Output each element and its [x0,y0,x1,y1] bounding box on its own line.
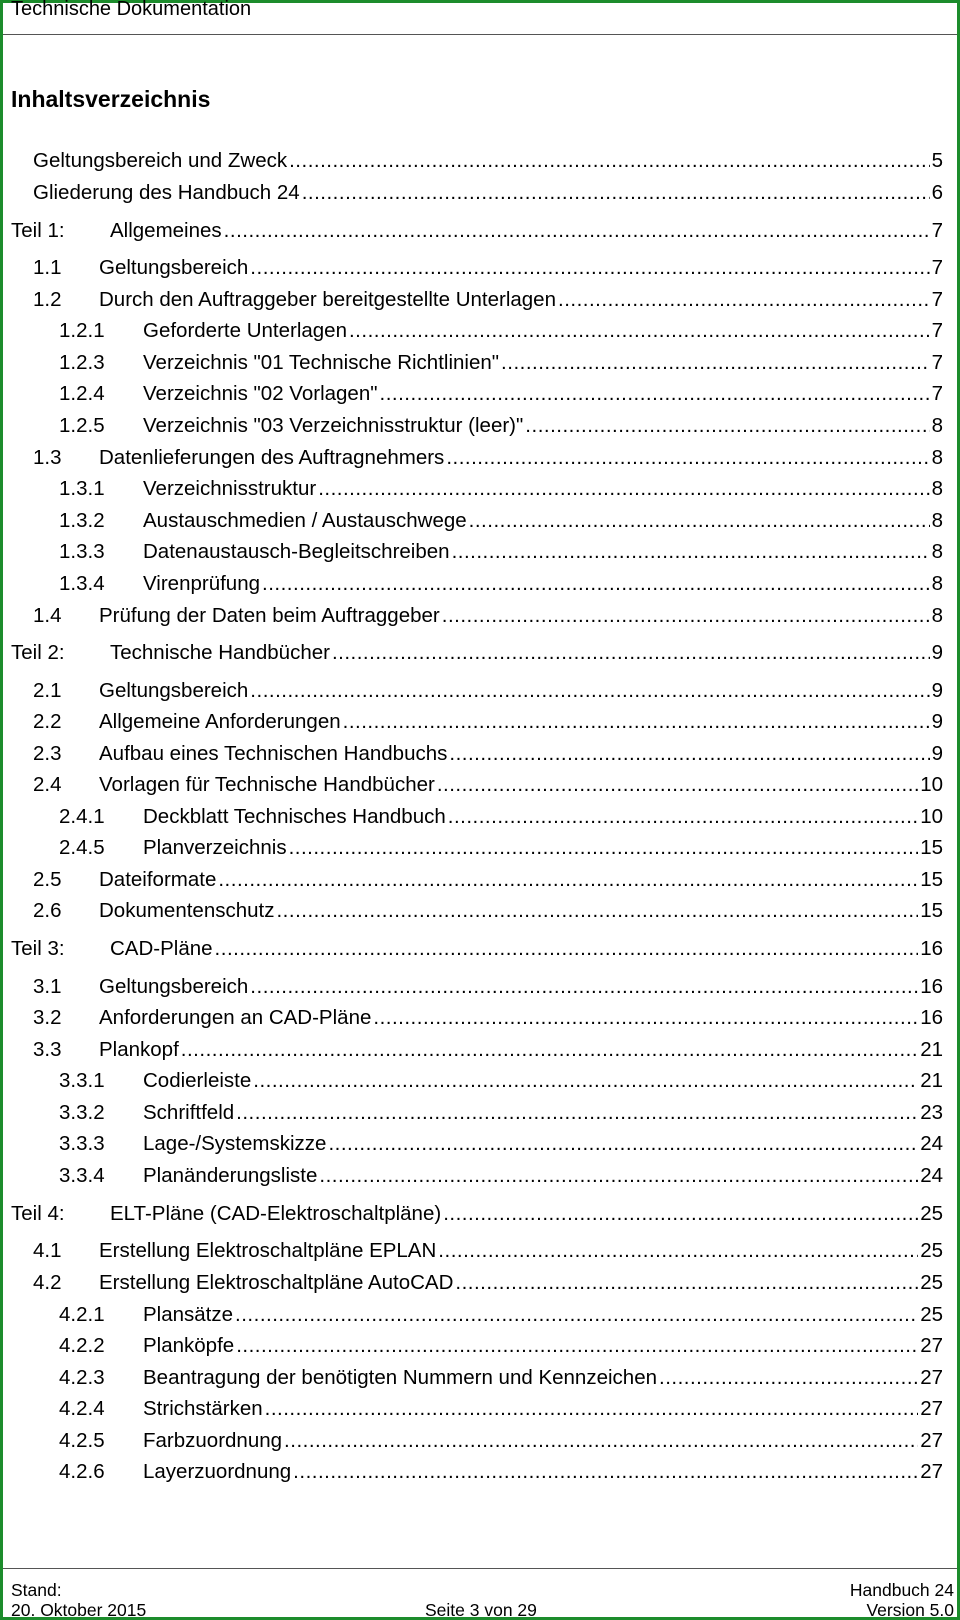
toc-entry-leader [293,1459,918,1485]
toc-entry-leader [328,1131,918,1157]
toc-entry-page: 27 [920,1366,943,1389]
toc-entry[interactable] [0,571,960,597]
toc-entry-number: 1.3.3 [59,540,105,563]
toc-entry-page: 16 [920,975,943,998]
toc-entry-leader [443,1201,918,1227]
toc-entry-page: 16 [920,937,943,960]
toc-entry-label: Geltungsbereich [99,679,249,702]
toc-entry-leader [215,936,919,962]
toc-entry-page: 24 [920,1132,943,1155]
toc-entry[interactable] [0,1365,960,1391]
toc-entry-leader [319,1163,918,1189]
toc-entry-leader [250,255,929,281]
toc-entry-label: Erstellung Elektroschaltpläne EPLAN [99,1239,437,1262]
toc-entry-page: 25 [920,1239,943,1262]
toc-entry[interactable] [0,898,960,924]
toc-entry-number: 2.4 [33,773,62,796]
toc-entry-leader [343,709,930,735]
toc-entry-page: 15 [920,868,943,891]
toc-entry-label: Codierleiste [143,1069,252,1092]
toc-entry-label: Layerzuordnung [143,1460,292,1483]
toc-entry-label: Gliederung des Handbuch 24 [33,181,300,204]
toc-entry[interactable] [0,1428,960,1454]
toc-entry-number: 1.2.3 [59,351,105,374]
toc-entry-label: Plansätze [143,1303,234,1326]
toc-entry-leader [253,1068,918,1094]
toc-entry-number: 2.5 [33,868,62,891]
toc-entry-label: Geltungsbereich und Zweck [33,149,288,172]
toc-entry-label: Planänderungsliste [143,1164,318,1187]
toc-entry-page: 7 [931,351,943,374]
toc-entry-number: 1.3.4 [59,572,105,595]
toc-entry-leader [302,180,930,206]
toc-entry-label: Vorlagen für Technische Handbücher [99,773,435,796]
toc-entry-page: 8 [931,446,943,469]
toc-entry-leader [349,318,930,344]
toc-entry-leader [442,603,930,629]
toc-entry-page: 7 [931,219,943,242]
toc-entry-label: Verzeichnis "03 Verzeichnisstruktur (leer)" [143,414,524,437]
toc-entry[interactable] [0,180,960,206]
toc-entry[interactable] [0,1459,960,1485]
toc-entry-label: Datenaustausch-Begleitschreiben [143,540,450,563]
footer-doc-version: Version 5.0 [866,1600,954,1620]
toc-entry-number: 3.3 [33,1038,62,1061]
toc-entry-label: Anforderungen an CAD-Pläne [99,1006,372,1029]
toc-entry[interactable] [0,1068,960,1094]
toc-entry-page: 8 [931,477,943,500]
toc-entry[interactable] [0,508,960,534]
toc-entry[interactable] [0,709,960,735]
toc-entry[interactable] [0,413,960,439]
toc-entry-label: Strichstärken [143,1397,263,1420]
toc-entry[interactable] [0,974,960,1000]
toc-entry-page: 8 [931,509,943,532]
toc-entry[interactable] [0,1302,960,1328]
toc-entry-page: 10 [920,773,943,796]
toc-entry-number: 4.2.2 [59,1334,105,1357]
toc-entry-page: 9 [931,679,943,702]
toc-entry-page: 21 [920,1038,943,1061]
toc-entry[interactable] [0,835,960,861]
toc-entry-label: Technische Handbücher [110,641,330,664]
footer-page-info: Seite 3 von 29 [425,1600,537,1620]
footer-stand-label: Stand: [11,1580,62,1600]
toc-entry-page: 8 [931,572,943,595]
toc-entry-label: Farbzuordnung [143,1429,283,1452]
toc-entry-number: 3.3.3 [59,1132,105,1155]
toc-entry-leader [236,1333,918,1359]
toc-entry-page: 27 [920,1334,943,1357]
toc-entry-page: 21 [920,1069,943,1092]
toc-entry[interactable] [0,1333,960,1359]
toc-entry-label: Dokumentenschutz [99,899,275,922]
toc-entry-leader [284,1428,918,1454]
header-title: Technische Dokumentation [11,0,252,20]
toc-entry-number: 2.3 [33,742,62,765]
toc-entry-page: 25 [920,1202,943,1225]
toc-entry-leader [262,571,930,597]
toc-entry-page: 7 [931,256,943,279]
footer-doc-name: Handbuch 24 [849,1580,954,1600]
toc-entry[interactable] [0,1163,960,1189]
toc-entry-leader [446,445,929,471]
toc-entry-leader [265,1396,919,1422]
toc-entry-leader [558,287,930,313]
toc-entry-label: Planverzeichnis [143,836,287,859]
toc-entry-label: Geltungsbereich [99,256,249,279]
toc-entry-label: CAD-Pläne [110,937,213,960]
toc-entry[interactable] [0,1396,960,1422]
toc-entry[interactable] [0,1201,960,1227]
toc-entry[interactable] [0,287,960,313]
toc-entry-leader [218,867,918,893]
page-footer [3,1568,957,1618]
toc-entry[interactable] [0,148,960,174]
toc-entry-label: Lage-/Systemskizze [143,1132,327,1155]
toc-entry-number: 2.2 [33,710,62,733]
toc-entry-page: 27 [920,1429,943,1452]
toc-entry-page: 15 [920,899,943,922]
toc-entry-leader [659,1365,918,1391]
toc-entry-number: 2.4.5 [59,836,105,859]
toc-entry-page: 6 [931,181,943,204]
toc-entry-number: Teil 4: [11,1202,65,1225]
toc-entry-leader [449,741,929,767]
toc-entry-label: Allgemeines [110,219,222,242]
toc-entry[interactable] [0,867,960,893]
toc-entry-leader [318,476,929,502]
toc-entry-leader [448,804,918,830]
toc-entry-number: Teil 1: [11,219,65,242]
toc-entry-leader [525,413,929,439]
toc-entry-leader [438,1238,918,1264]
toc-entry-leader [250,974,918,1000]
toc-entry-label: Beantragung der benötigten Nummern und Kennzeichen [143,1366,657,1389]
toc-entry[interactable] [0,318,960,344]
toc-entry-number: 2.6 [33,899,62,922]
toc-entry-leader [437,772,918,798]
toc-entry-number: 1.3 [33,446,62,469]
toc-entry-label: Geltungsbereich [99,975,249,998]
toc-entry-page: 15 [920,836,943,859]
toc-entry-leader [181,1037,918,1063]
toc-entry-page: 24 [920,1164,943,1187]
toc-entry[interactable] [0,1100,960,1126]
toc-entry-number: 1.2.4 [59,382,105,405]
toc-entry-label: Planköpfe [143,1334,235,1357]
toc-entry-page: 7 [931,288,943,311]
toc-entry-page: 25 [920,1303,943,1326]
toc-entry-page: 8 [931,604,943,627]
toc-entry-label: Prüfung der Daten beim Auftraggeber [99,604,440,627]
toc-entry[interactable] [0,804,960,830]
toc-entry-page: 27 [920,1397,943,1420]
toc-entry[interactable] [0,350,960,376]
toc-entry-number: 1.2 [33,288,62,311]
toc-entry[interactable] [0,1270,960,1296]
toc-entry-number: 1.1 [33,256,62,279]
toc-entry-label: Schriftfeld [143,1101,235,1124]
toc-entry[interactable] [0,381,960,407]
toc-entry-label: Virenprüfung [143,572,261,595]
toc-entry[interactable] [0,603,960,629]
toc-entry[interactable] [0,445,960,471]
toc-entry-number: 4.1 [33,1239,62,1262]
toc-entry-number: 4.2.4 [59,1397,105,1420]
toc-entry[interactable] [0,1037,960,1063]
toc-entry[interactable] [0,936,960,962]
toc-entry-number: 1.2.5 [59,414,105,437]
toc-entry-number: 3.1 [33,975,62,998]
toc-entry-number: 4.2.1 [59,1303,105,1326]
toc-entry-leader [501,350,930,376]
toc-entry-page: 27 [920,1460,943,1483]
toc-entry-leader [235,1302,918,1328]
toc-entry-number: 3.3.2 [59,1101,105,1124]
toc-entry-number: 4.2.6 [59,1460,105,1483]
toc-entry-leader [380,381,930,407]
toc-entry[interactable] [0,640,960,666]
toc-entry-leader [289,835,919,861]
toc-entry-page: 9 [931,742,943,765]
footer-stand-date: 20. Oktober 2015 [11,1600,147,1620]
toc-entry-label: Allgemeine Anforderungen [99,710,341,733]
toc-entry-label: Durch den Auftraggeber bereitgestellte Unterlagen [99,288,556,311]
toc-entry-page: 16 [920,1006,943,1029]
toc-entry-leader [373,1005,918,1031]
toc-entry-label: Plankopf [99,1038,179,1061]
toc-entry-page: 25 [920,1271,943,1294]
toc-entry-label: ELT-Pläne (CAD-Elektroschaltpläne) [110,1202,442,1225]
toc-entry-number: 1.3.2 [59,509,105,532]
toc-entry[interactable] [0,741,960,767]
toc-entry-number: 3.3.4 [59,1164,105,1187]
toc-entry-leader [332,640,930,666]
toc-entry-leader [289,148,929,174]
toc-entry-page: 5 [931,149,943,172]
toc-entry-page: 8 [931,414,943,437]
toc-entry[interactable] [0,539,960,565]
toc-entry-label: Aufbau eines Technischen Handbuchs [99,742,448,765]
toc-entry-leader [276,898,918,924]
toc-entry-number: 4.2.3 [59,1366,105,1389]
toc-entry-leader [224,218,930,244]
toc-entry-label: Austauschmedien / Austauschwege [143,509,467,532]
toc-entry[interactable] [0,476,960,502]
toc-entry-number: Teil 2: [11,641,65,664]
toc-entry-page: 9 [931,710,943,733]
toc-entry-label: Verzeichnisstruktur [143,477,317,500]
toc-entry-label: Erstellung Elektroschaltpläne AutoCAD [99,1271,454,1294]
toc-entry-number: 1.4 [33,604,62,627]
toc-entry-page: 8 [931,540,943,563]
toc-entry[interactable] [0,1005,960,1031]
toc-entry-leader [469,508,930,534]
toc-entry-leader [250,678,929,704]
toc-entry[interactable] [0,1238,960,1264]
toc-entry-label: Verzeichnis "01 Technische Richtlinien" [143,351,500,374]
toc-entry-page: 7 [931,382,943,405]
toc-entry-leader [236,1100,918,1126]
toc-entry[interactable] [0,255,960,281]
toc-entry-number: 1.2.1 [59,319,105,342]
toc-entry-label: Datenlieferungen des Auftragnehmers [99,446,445,469]
toc-entry[interactable] [0,772,960,798]
toc-entry-label: Verzeichnis "02 Vorlagen" [143,382,378,405]
toc-entry-page: 10 [920,805,943,828]
toc-entry[interactable] [0,218,960,244]
toc-entry[interactable] [0,678,960,704]
toc-entry-number: Teil 3: [11,937,65,960]
toc-entry-page: 9 [931,641,943,664]
toc-entry-number: 3.3.1 [59,1069,105,1092]
toc-entry-number: 2.4.1 [59,805,105,828]
toc-entry-leader [455,1270,918,1296]
toc-entry-number: 4.2 [33,1271,62,1294]
toc-entry-label: Geforderte Unterlagen [143,319,347,342]
toc-entry[interactable] [0,1131,960,1157]
toc-entry-page: 7 [931,319,943,342]
toc-entry-number: 4.2.5 [59,1429,105,1452]
toc-entry-number: 2.1 [33,679,62,702]
toc-heading: Inhaltsverzeichnis [11,86,211,112]
toc-entry-label: Deckblatt Technisches Handbuch [143,805,446,828]
toc-entry-number: 3.2 [33,1006,62,1029]
toc-entry-leader [452,539,930,565]
toc-entry-number: 1.3.1 [59,477,105,500]
toc-entry-page: 23 [920,1101,943,1124]
toc-entry-label: Dateiformate [99,868,217,891]
